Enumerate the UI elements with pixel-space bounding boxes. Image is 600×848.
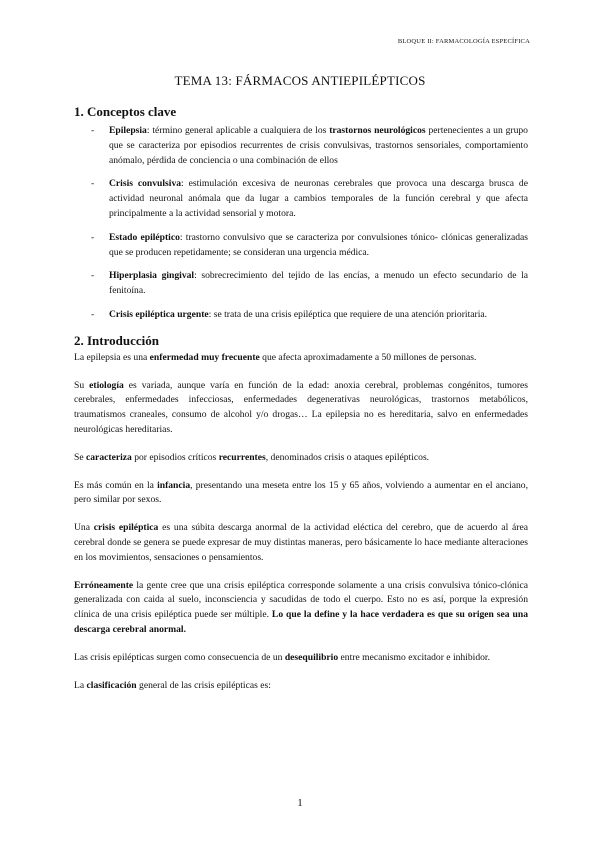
definition-text: : trastorno convulsivo que se caracteriza por convulsiones tónico- clónicas generalizadas que se producen repetidamente; se consideran una urgencia médica. (109, 231, 528, 258)
definition-text: : sobrecrecimiento del tejido de las encías, a menudo un efecto secundario de la fenitoína. (109, 270, 528, 297)
list-bullet: - (91, 178, 95, 190)
list-item (74, 124, 528, 168)
text-run: La epilepsia es una (74, 351, 150, 363)
list-bullet: - (91, 125, 95, 136)
bold-phrase: desequilibrio (284, 651, 339, 663)
text-run: Se (74, 451, 86, 463)
paragraph (74, 679, 528, 694)
bold-phrase: trastornos neurológicos (329, 125, 426, 136)
text-run: , presentando una meseta entre los 15 y 65 años, volviendo a aumentar en el anciano, pero similar por sexos. (74, 479, 528, 506)
term-estado-epileptico: Estado epiléptico (109, 231, 180, 243)
paragraph (74, 521, 528, 565)
text-run: , denominados crisis o ataques epilépticos. (265, 451, 430, 463)
definition-text: : término general aplicable a cualquiera de los (146, 125, 330, 136)
list-bullet: - (91, 270, 95, 282)
text-run: Su (74, 379, 90, 391)
bold-phrase: crisis epiléptica (93, 522, 159, 534)
text-run: es una súbita descarga anormal de la actividad eléctica del cerebro, que de acuerdo al área cerebral donde se genera se puede expresar de muy distintas maneras, pero básicamente lo hace mediante alteraciones en los movimientos, sensaciones o pensamientos. (74, 522, 528, 563)
list-item (74, 269, 528, 299)
concepts-list (74, 124, 528, 323)
definition-text: pertenecientes a un grupo que se caracteriza por episodios recurrentes de crisis convulsivas, trastornos sensoriales, comportamiento anómalo, pérdida de conciencia o una combinación de ellos (109, 125, 528, 166)
bold-phrase: caracteriza (86, 451, 132, 463)
bold-phrase: infancia (157, 479, 191, 491)
text-run: entre mecanismo excitador e inhibidor. (338, 651, 490, 663)
bold-phrase: Erróneamente (74, 579, 134, 591)
text-run: por episodios críticos (131, 451, 219, 463)
paragraph (74, 379, 528, 438)
bold-phrase: enfermedad muy frecuente (149, 351, 260, 363)
term-hiperplasia-gingival: Hiperplasia gingival (109, 270, 195, 282)
document-body (74, 104, 528, 706)
paragraph (74, 651, 528, 666)
bold-phrase: Lo que la define y la hace verdadera es que su origen sea una descarga cerebral anormal. (74, 609, 528, 635)
text-run: Es más común en la (74, 479, 158, 491)
page-number: 1 (297, 797, 303, 809)
paragraph (74, 579, 528, 638)
section-heading-conceptos: 1. Conceptos clave (74, 104, 177, 119)
page-title: TEMA 13: FÁRMACOS ANTIEPILÉPTICOS (174, 73, 426, 88)
text-run: es variada, aunque varía en función de la edad: anoxia cerebral, problemas congénitos, tumores cerebrales, enfermedades infecciosas, enfermedades degenerativas neurológicas, trastornos metabólicos, traumatismos craneales, consumo de alcohol y/o drogas… La epilepsia no es hereditaria, salvo en enfermedades neurológicas hereditarias. (74, 379, 529, 435)
text-run: Las crisis epilépticas surgen como consecuencia de un (74, 651, 285, 663)
paragraph (74, 351, 528, 366)
term-epilepsia: Epilepsia (109, 125, 147, 136)
text-run: La (74, 679, 87, 691)
bold-phrase: recurrentes (218, 451, 266, 463)
section-heading-introduccion: 2. Introducción (74, 332, 159, 348)
paragraph (74, 479, 528, 509)
list-item (74, 177, 528, 221)
term-crisis-convulsiva: Crisis convulsiva (109, 178, 182, 190)
bold-phrase: clasificación (86, 679, 137, 691)
list-item (74, 308, 528, 323)
list-bullet: - (91, 308, 95, 320)
paragraph (74, 451, 528, 466)
text-run: la gente cree que una crisis epiléptica corresponde solamente a una crisis convulsiva tónico-clónica generalizada con caida al suelo, inconsciencia y sacudidas de todo el cuerpo. Esto no es así, porque la expresión clínica de una crisis epiléptica puede ser múltiple. (74, 579, 528, 621)
text-run: que afecta aproximadamente a 50 millones de personas. (259, 351, 477, 363)
text-run: Una (74, 522, 94, 534)
definition-text: : se trata de una crisis epiléptica que requiere de una atención prioritaria. (208, 308, 488, 320)
bold-phrase: etiología (89, 379, 124, 391)
definition-text: : estimulación excesiva de neuronas cerebrales que provoca una descarga brusca de actividad neuronal anómala que da lugar a cambios temporales de la función cerebral y que afecta principalmente a la actividad sensorial y motora. (109, 178, 528, 219)
list-item (74, 231, 528, 261)
text-run: general de las crisis epilépticas es: (136, 679, 271, 691)
running-header: BLOQUE II: FARMACOLOGÍA ESPECÍFICA (397, 38, 530, 45)
term-crisis-epileptica-urgente: Crisis epiléptica urgente (109, 308, 209, 320)
list-bullet: - (91, 231, 95, 243)
